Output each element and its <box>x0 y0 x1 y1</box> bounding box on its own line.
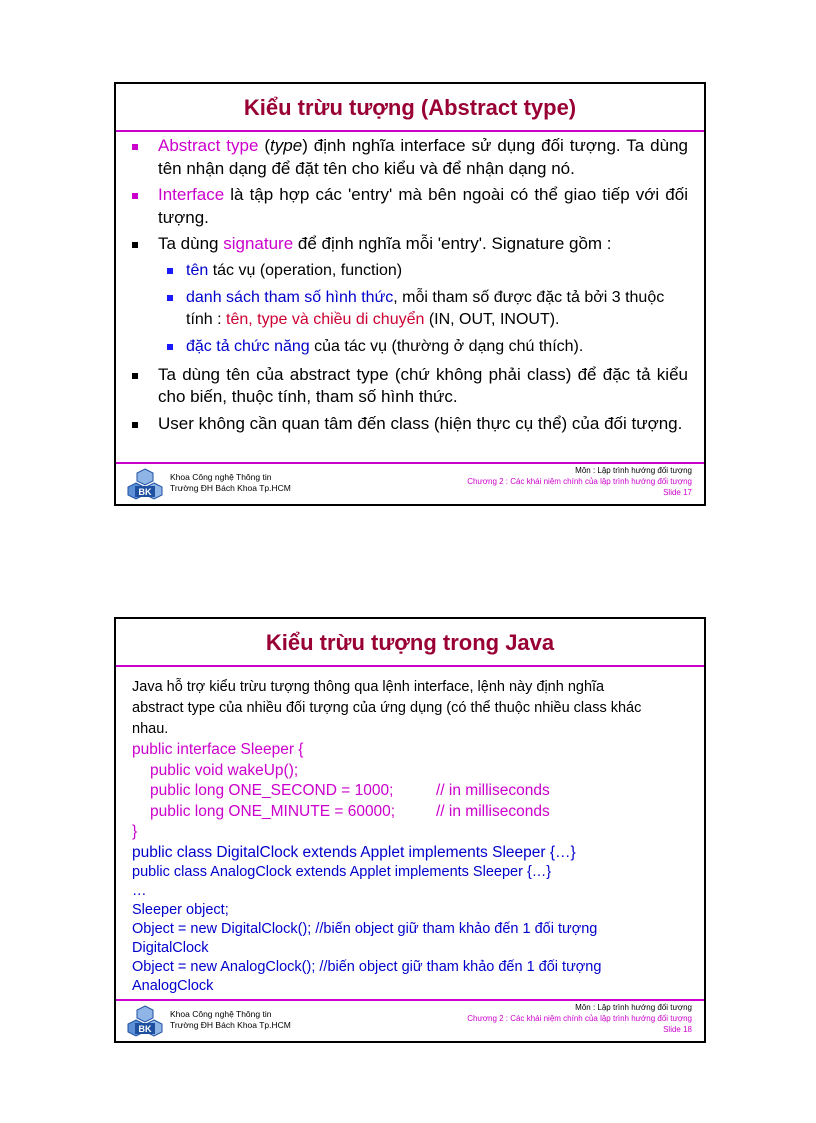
code-line: public void wakeUp(); <box>150 761 299 779</box>
square-bullet-icon <box>167 268 173 274</box>
square-bullet-icon <box>167 344 173 350</box>
svg-text:BK: BK <box>138 1024 152 1034</box>
code-line: public class AnalogClock extends Applet implements Sleeper {…} <box>132 864 552 880</box>
slide-body <box>116 132 704 435</box>
bullet-list <box>116 135 704 435</box>
intro-line: nhau. <box>132 721 169 737</box>
institution-text: Khoa Công nghệ Thông tin Trường ĐH Bách Khoa Tp.HCM <box>170 472 291 493</box>
code-line: public interface Sleeper { <box>132 741 304 758</box>
code-line: Object = new AnalogClock(); //biến object giữ tham khảo đến 1 đối tượng <box>132 959 602 975</box>
square-bullet-icon <box>132 373 138 379</box>
square-bullet-icon <box>132 242 138 248</box>
code-line: Object = new DigitalClock(); //biến object giữ tham khảo đến 1 đối tượng <box>132 921 598 937</box>
slide-footer <box>116 999 704 1041</box>
svg-text:BK: BK <box>138 487 152 497</box>
square-bullet-icon <box>167 295 173 301</box>
bk-logo-icon <box>126 1005 164 1039</box>
course-info: Môn : Lập trình hướng đối tượng Chương 2 : Các khái niệm chính của lập trình hướng đối tượng Slide 17 <box>467 466 692 497</box>
bullet-signature: Ta dùng signature để định nghĩa mỗi 'entry'. Signature gồm : <box>116 233 704 256</box>
slide-title: Kiểu trừu tượng (Abstract type) <box>116 84 704 132</box>
code-line: … <box>132 883 147 899</box>
code-line: public long ONE_MINUTE = 60000; // in milliseconds <box>150 802 550 820</box>
slide-footer <box>116 462 704 504</box>
institution-text: Khoa Công nghệ Thông tin Trường ĐH Bách Khoa Tp.HCM <box>170 1009 291 1030</box>
intro-line: abstract type của nhiều đối tượng của ứng dụng (có thể thuộc nhiều class khác <box>132 700 642 716</box>
sub-bullet-name: tên tác vụ (operation, function) <box>116 260 704 282</box>
slide-number: Slide 18 <box>663 1025 692 1034</box>
slide-body <box>116 667 704 996</box>
square-bullet-icon <box>132 422 138 428</box>
bullet-interface: Interface là tập hợp các 'entry' mà bên ngoài có thể giao tiếp với đối tượng. <box>116 184 704 229</box>
slide-number: Slide 17 <box>663 488 692 497</box>
bullet-abstract-type: Abstract type (type) định nghĩa interface sử dụng đối tượng. Ta dùng tên nhận dạng để đặt tên cho kiểu và để nhận dạng nó. <box>116 135 704 180</box>
code-line: Sleeper object; <box>132 902 229 918</box>
slide-18 <box>114 617 706 1043</box>
course-info: Môn : Lập trình hướng đối tượng Chương 2 : Các khái niệm chính của lập trình hướng đối tượng Slide 18 <box>467 1003 692 1034</box>
code-line: DigitalClock <box>132 940 209 956</box>
slide-title: Kiểu trừu tượng trong Java <box>116 619 704 667</box>
code-line: AnalogClock <box>132 978 214 994</box>
sub-bullet-spec: đặc tả chức năng của tác vụ (thường ở dạng chú thích). <box>116 336 704 358</box>
code-line: public long ONE_SECOND = 1000; // in milliseconds <box>150 782 550 799</box>
code-line: public class DigitalClock extends Applet implements Sleeper {…} <box>132 843 576 861</box>
bk-logo-icon <box>126 468 164 502</box>
slide-17 <box>114 82 706 506</box>
code-line: } <box>132 823 138 840</box>
bullet-user: User không cần quan tâm đến class (hiện thực cụ thể) của đối tượng. <box>116 413 704 436</box>
intro-line: Java hỗ trợ kiểu trừu tượng thông qua lệnh interface, lệnh này định nghĩa <box>132 679 605 695</box>
bullet-abstract-name: Ta dùng tên của abstract type (chứ không phải class) để đặc tả kiểu cho biến, thuộc tính, tham số hình thức. <box>116 364 704 409</box>
square-bullet-icon <box>132 193 138 199</box>
square-bullet-icon <box>132 144 138 150</box>
sub-bullet-params: danh sách tham số hình thức, mỗi tham số được đặc tả bởi 3 thuộc tính : tên, type và chiều di chuyển (IN, OUT, INOUT). <box>116 287 704 330</box>
